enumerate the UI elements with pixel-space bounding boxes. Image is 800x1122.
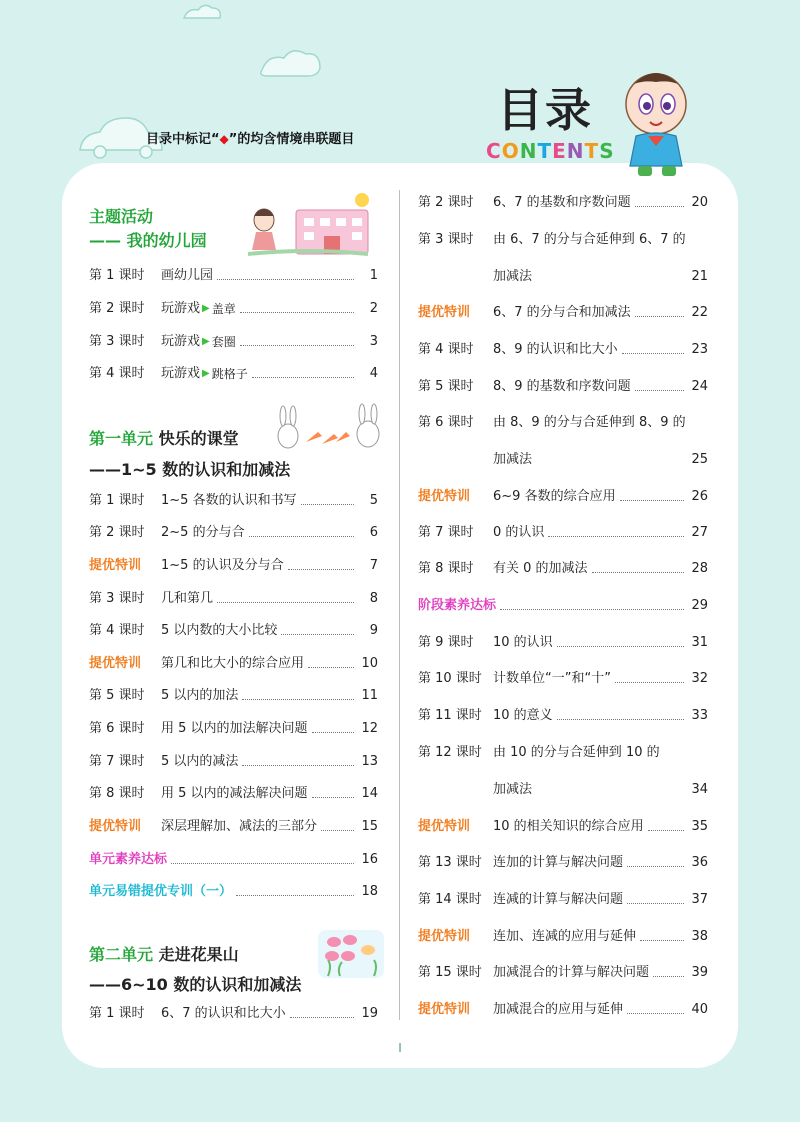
lesson-label: 第 8 课时	[89, 786, 145, 801]
lesson-label: 提优特训	[89, 819, 142, 834]
play-arrow-icon: ▶	[202, 336, 210, 347]
lesson-topic: 8、9 的基数和序数问题	[493, 379, 631, 394]
leader-dots	[500, 599, 684, 610]
title-letter: S	[599, 139, 615, 163]
play-arrow-icon: ▶	[202, 303, 210, 314]
lesson-topic-continued: 加减法	[493, 452, 533, 467]
lesson-label: 提优特训	[418, 305, 471, 320]
toc-row[interactable]	[89, 717, 378, 741]
page-number: 26	[691, 489, 708, 504]
lesson-label: 第 6 课时	[89, 721, 145, 736]
leader-dots	[312, 722, 354, 733]
toc-row-continuation[interactable]	[418, 448, 708, 472]
leader-dots	[620, 490, 684, 501]
lesson-topic: 玩游戏	[161, 301, 201, 316]
leader-dots	[321, 820, 354, 831]
leader-dots	[240, 302, 354, 313]
page-title: 目录	[497, 83, 593, 137]
lesson-label: 第 4 课时	[89, 366, 145, 381]
page-number: 13	[361, 754, 378, 769]
toc-row[interactable]	[418, 667, 708, 691]
toc-row[interactable]	[89, 297, 378, 321]
theme-heading-label: 主题活动	[89, 207, 154, 226]
leader-dots	[627, 1003, 684, 1014]
leader-dots	[640, 930, 684, 941]
leader-dots	[548, 526, 684, 537]
toc-row[interactable]	[418, 888, 708, 912]
page-number: 35	[691, 819, 708, 834]
toc-row[interactable]	[418, 594, 708, 618]
lesson-topic: 由 10 的分与合延伸到 10 的	[493, 745, 660, 760]
lesson-topic: 深层理解加、减法的三部分	[161, 819, 318, 834]
toc-row[interactable]	[89, 815, 378, 839]
kindergarten-illustration	[228, 190, 378, 260]
lesson-label: 第 4 课时	[418, 342, 474, 357]
page-number: 36	[691, 855, 708, 870]
leader-dots	[557, 709, 684, 720]
lesson-label: 提优特训	[418, 489, 471, 504]
lesson-topic: 8、9 的认识和比大小	[493, 342, 618, 357]
theme-subheading	[89, 230, 207, 252]
leader-dots	[252, 367, 354, 378]
toc-row[interactable]	[89, 521, 378, 545]
leader-dots	[240, 335, 354, 346]
toc-row[interactable]	[418, 851, 708, 875]
leader-dots	[281, 624, 354, 635]
lesson-label: 第 2 课时	[89, 525, 145, 540]
title-letter: C	[486, 139, 502, 163]
leader-dots	[312, 787, 354, 798]
lesson-topic-continued: 加减法	[493, 269, 533, 284]
lesson-label: 提优特训	[418, 1002, 471, 1017]
game-name: 套圈	[211, 335, 236, 349]
lesson-topic: 有关 0 的加减法	[493, 561, 588, 576]
unit1-number: 第一单元	[89, 429, 154, 448]
lesson-topic: 6~9 各数的综合应用	[493, 489, 616, 504]
leader-dots	[236, 885, 354, 896]
lesson-label: 第 5 课时	[418, 379, 474, 394]
toc-row[interactable]	[418, 704, 708, 728]
lesson-label: 第 7 课时	[89, 754, 145, 769]
toc-row[interactable]	[418, 998, 708, 1022]
toc-row[interactable]	[89, 619, 378, 643]
page-number: 5	[369, 493, 378, 508]
toc-row[interactable]	[418, 557, 708, 581]
title-letter: T	[584, 139, 600, 163]
lesson-topic: 玩游戏	[161, 366, 201, 381]
lesson-topic: 连减的计算与解决问题	[493, 892, 624, 907]
toc-row[interactable]	[89, 750, 378, 774]
toc-row[interactable]	[418, 815, 708, 839]
leader-dots	[557, 636, 684, 647]
lesson-topic: 连加、连减的应用与延伸	[493, 929, 637, 944]
toc-row[interactable]	[418, 411, 708, 435]
lesson-label: 第 6 课时	[418, 415, 474, 430]
page-number: 23	[691, 342, 708, 357]
toc-row[interactable]	[418, 228, 708, 252]
toc-row[interactable]	[418, 961, 708, 985]
title-letter: O	[501, 139, 520, 163]
page-number: 20	[691, 195, 708, 210]
child-mascot-illustration	[610, 70, 702, 178]
lesson-label: 第 1 课时	[89, 1006, 145, 1021]
page-number: 15	[361, 819, 378, 834]
page-number: 28	[691, 561, 708, 576]
leader-dots	[622, 343, 684, 354]
page-number: 8	[369, 591, 378, 606]
unit1-review-row[interactable]	[89, 848, 378, 872]
page-number: 40	[691, 1002, 708, 1017]
toc-row[interactable]	[89, 587, 378, 611]
lesson-topic: 5 以内的减法	[161, 754, 239, 769]
page-number: 24	[691, 379, 708, 394]
unit1-subtitle: ——1~5 数的认识和加减法	[89, 460, 291, 479]
page-number: 2	[369, 301, 378, 316]
lesson-topic: 加减混合的计算与解决问题	[493, 965, 650, 980]
leader-dots	[242, 689, 354, 700]
leader-dots	[288, 559, 354, 570]
lesson-topic: 第几和比大小的综合应用	[161, 656, 305, 671]
lesson-label: 第 3 课时	[418, 232, 474, 247]
leader-dots	[592, 562, 684, 573]
toc-row[interactable]	[418, 375, 708, 399]
page-number: 10	[361, 656, 378, 671]
page-number: 12	[361, 721, 378, 736]
diamond-mark-icon: ◆	[219, 132, 229, 146]
lesson-label: 第 3 课时	[89, 334, 145, 349]
lesson-label: 提优特训	[418, 929, 471, 944]
lesson-label: 提优特训	[89, 656, 142, 671]
lesson-label: 第 5 课时	[89, 688, 145, 703]
leader-dots	[217, 269, 354, 280]
leader-dots	[635, 380, 684, 391]
theme-heading	[89, 206, 153, 228]
lesson-topic: 用 5 以内的减法解决问题	[161, 786, 308, 801]
lesson-topic: 由 6、7 的分与合延伸到 6、7 的	[493, 232, 686, 247]
page-number: 18	[361, 884, 378, 899]
page-number: 19	[361, 1006, 378, 1021]
title-letter: N	[566, 139, 585, 163]
page-title-english	[486, 138, 615, 164]
leader-dots	[290, 1007, 354, 1018]
page-number: 31	[691, 635, 708, 650]
lesson-topic: 连加的计算与解决问题	[493, 855, 624, 870]
toc-row[interactable]	[418, 191, 708, 215]
lesson-label: 第 9 课时	[418, 635, 474, 650]
lesson-label: 第 4 课时	[89, 623, 145, 638]
toc-row[interactable]	[418, 741, 708, 765]
page-number: 16	[361, 852, 378, 867]
toc-row[interactable]	[418, 925, 708, 949]
lesson-topic: 几和第几	[161, 591, 214, 606]
leader-dots	[635, 306, 684, 317]
unit2-subheading	[89, 974, 301, 996]
toc-row[interactable]	[89, 362, 378, 386]
lesson-topic: 5 以内的加法	[161, 688, 239, 703]
leader-dots	[249, 526, 354, 537]
leader-dots	[615, 672, 684, 683]
page-number: 21	[691, 269, 708, 284]
theme-subheading-label: —— 我的幼儿园	[89, 231, 207, 250]
toc-row[interactable]	[89, 264, 378, 288]
unit1-special-label: 单元易错提优专训（一）	[89, 884, 233, 899]
lesson-topic: 0 的认识	[493, 525, 545, 540]
title-letter: T	[537, 139, 553, 163]
lesson-label: 第 8 课时	[418, 561, 474, 576]
page-number: 11	[361, 688, 378, 703]
page-number: 32	[691, 671, 708, 686]
lesson-topic: 1~5 各数的认识和书写	[161, 493, 297, 508]
unit1-special-row[interactable]	[89, 880, 378, 904]
page-number: 3	[369, 334, 378, 349]
leader-dots	[648, 820, 684, 831]
page-number: 1	[369, 268, 378, 283]
lesson-topic: 2~5 的分与合	[161, 525, 245, 540]
page-number: 6	[369, 525, 378, 540]
page-number: 34	[691, 782, 708, 797]
toc-row[interactable]	[89, 489, 378, 513]
lesson-label: 提优特训	[418, 819, 471, 834]
toc-row[interactable]	[89, 554, 378, 578]
lesson-label: 第 2 课时	[418, 195, 474, 210]
toc-row[interactable]	[418, 301, 708, 325]
unit1-subheading	[89, 459, 290, 481]
toc-row[interactable]	[418, 631, 708, 655]
toc-row[interactable]	[418, 338, 708, 362]
lesson-topic: 10 的认识	[493, 635, 553, 650]
page-number: 7	[369, 558, 378, 573]
lesson-topic: 由 8、9 的分与合延伸到 8、9 的	[493, 415, 686, 430]
leader-dots	[653, 966, 684, 977]
lesson-label: 第 1 课时	[89, 268, 145, 283]
toc-row-continuation[interactable]	[418, 778, 708, 802]
toc-row[interactable]	[89, 782, 378, 806]
lesson-topic: 用 5 以内的加法解决问题	[161, 721, 308, 736]
game-name: 盖章	[211, 302, 236, 316]
title-letter: N	[519, 139, 538, 163]
rabbits-carrots-illustration	[270, 402, 390, 452]
toc-row[interactable]	[89, 652, 378, 676]
unit2-number: 第二单元	[89, 945, 154, 964]
lesson-label: 第 15 课时	[418, 965, 482, 980]
game-name: 跳格子	[211, 367, 248, 381]
page-number: 39	[691, 965, 708, 980]
lesson-label: 第 1 课时	[89, 493, 145, 508]
page-number-footer: I	[398, 1041, 402, 1055]
lesson-label: 第 11 课时	[418, 708, 482, 723]
toc-row[interactable]	[418, 485, 708, 509]
cloud-icon	[184, 5, 320, 76]
unit2-title: 走进花果山	[158, 945, 239, 964]
lesson-label: 提优特训	[89, 558, 142, 573]
page-number: 14	[361, 786, 378, 801]
notice-text	[146, 126, 386, 152]
leader-dots	[308, 657, 354, 668]
page-number: 4	[369, 366, 378, 381]
leader-dots	[171, 853, 354, 864]
lesson-topic: 1~5 的认识及分与合	[161, 558, 284, 573]
lesson-label: 第 12 课时	[418, 745, 482, 760]
toc-row-continuation[interactable]	[418, 265, 708, 289]
leader-dots	[217, 592, 354, 603]
toc-row[interactable]	[89, 330, 378, 354]
play-arrow-icon: ▶	[202, 368, 210, 379]
page-number: 25	[691, 452, 708, 467]
toc-row[interactable]	[418, 521, 708, 545]
lesson-topic: 10 的相关知识的综合应用	[493, 819, 644, 834]
lesson-topic: 玩游戏	[161, 334, 201, 349]
page-number: 33	[691, 708, 708, 723]
lesson-label: 第 10 课时	[418, 671, 482, 686]
column-divider	[399, 190, 400, 1020]
leader-dots	[242, 755, 354, 766]
page-number: 37	[691, 892, 708, 907]
lesson-topic: 6、7 的认识和比大小	[161, 1006, 286, 1021]
lesson-label: 第 3 课时	[89, 591, 145, 606]
lesson-label: 第 14 课时	[418, 892, 482, 907]
lesson-topic: 10 的意义	[493, 708, 553, 723]
unit2-subtitle: ——6~10 数的认识和加减法	[89, 975, 302, 994]
notice-suffix: ”的均含情境串联题目	[228, 132, 355, 147]
toc-row[interactable]	[89, 684, 378, 708]
notice-prefix: 目录中标记“	[146, 132, 220, 147]
lesson-topic: 计数单位“一”和“十”	[493, 671, 611, 686]
page-number: 38	[691, 929, 708, 944]
lesson-topic: 6、7 的基数和序数问题	[493, 195, 631, 210]
unit1-heading	[89, 428, 239, 450]
unit2-heading	[89, 944, 239, 966]
page-number: 22	[691, 305, 708, 320]
page-number: 29	[691, 598, 708, 613]
lesson-topic-continued: 加减法	[493, 782, 533, 797]
title-letter: E	[552, 139, 567, 163]
lesson-topic: 画幼儿园	[161, 268, 214, 283]
page-number: 27	[691, 525, 708, 540]
fish-illustration	[316, 928, 386, 980]
lesson-label: 第 2 课时	[89, 301, 145, 316]
toc-row[interactable]	[89, 1002, 378, 1026]
lesson-label: 阶段素养达标	[418, 598, 497, 613]
leader-dots	[635, 196, 684, 207]
lesson-topic: 5 以内数的大小比较	[161, 623, 278, 638]
lesson-topic: 6、7 的分与合和加减法	[493, 305, 631, 320]
leader-dots	[627, 856, 684, 867]
lesson-label: 第 7 课时	[418, 525, 474, 540]
leader-dots	[301, 494, 354, 505]
leader-dots	[627, 893, 684, 904]
lesson-topic: 加减混合的应用与延伸	[493, 1002, 624, 1017]
lesson-label: 第 13 课时	[418, 855, 482, 870]
unit1-review-label: 单元素养达标	[89, 852, 168, 867]
unit1-title: 快乐的课堂	[158, 429, 239, 448]
page-number: 9	[369, 623, 378, 638]
